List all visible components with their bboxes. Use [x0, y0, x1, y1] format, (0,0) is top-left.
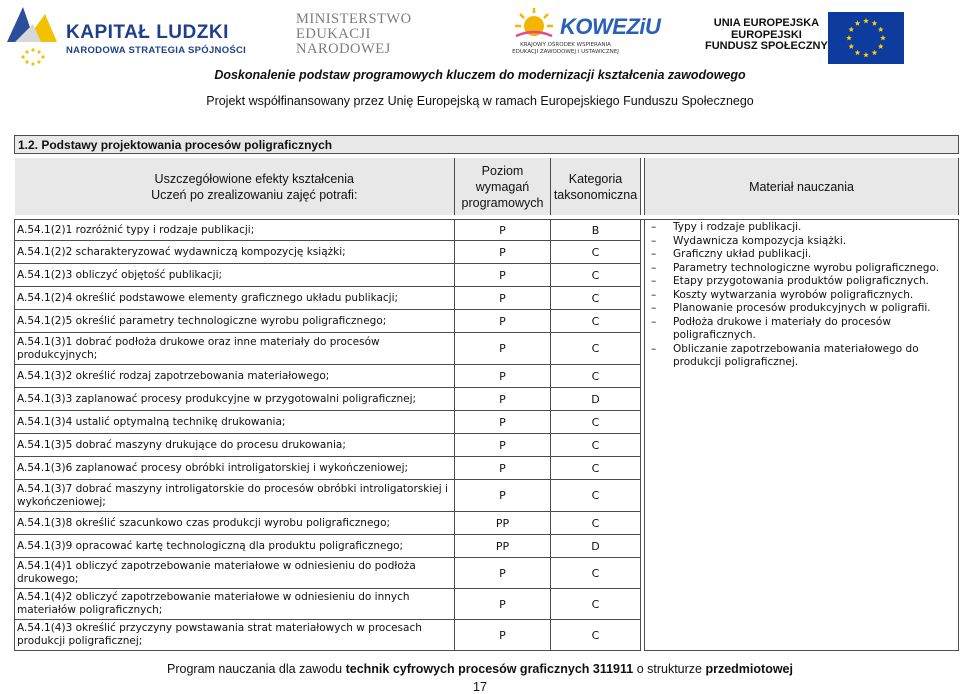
dash-bullet-icon: – [651, 261, 657, 274]
dash-bullet-icon: – [651, 275, 657, 287]
effect-cell: A.54.1(2)5 określić parametry technologiczne wyrobu poligraficznego; [15, 310, 455, 333]
col-header-effects-line: Uszczegółowione efekty kształcenia [154, 171, 354, 186]
level-cell: P [455, 434, 551, 457]
col-header-effects-line: Uczeń po zrealizowaniu zajęć potrafi: [151, 187, 358, 202]
effect-cell: A.54.1(2)3 obliczyć objętość publikacji; [15, 264, 455, 287]
effect-cell: A.54.1(4)2 obliczyć zapotrzebowanie materiałowe w odniesieniu do innych materiałów poligraficznych; [15, 589, 455, 620]
footer-prefix: Program nauczania dla zawodu [167, 662, 346, 676]
material-item [651, 248, 954, 262]
effect-cell: A.54.1(2)4 określić podstawowe elementy graficznego układu publikacji; [15, 287, 455, 310]
material-cell [645, 220, 959, 651]
category-cell: C [551, 333, 641, 365]
project-cofinancing-note: Projekt współfinansowany przez Unię Europejską w ramach Europejskiego Funduszu Społecznego [206, 94, 754, 108]
category-cell: C [551, 620, 641, 651]
kapital-ludzki-subtitle: NARODOWA STRATEGIA SPÓJNOŚCI [66, 45, 247, 56]
material-item-text: Podłoża drukowe i materiały do procesów poligraficznych. [673, 315, 891, 341]
dash-bullet-icon: – [651, 288, 657, 301]
col-header-level-line: Poziom [481, 163, 524, 178]
category-cell: C [551, 480, 641, 512]
material-item-text: Typy i rodzaje publikacji. [673, 221, 802, 233]
kapital-ludzki-wordmark [66, 22, 246, 56]
page-footer [0, 662, 960, 676]
col-header-material: Materiał nauczania [645, 158, 959, 215]
section-title: 1.2. Podstawy projektowania procesów poligraficznych [15, 136, 959, 154]
effect-cell: A.54.1(3)9 opracować kartę technologiczną dla produktu poligraficznego; [15, 535, 455, 558]
level-cell: P [455, 388, 551, 411]
material-item-text: Obliczanie zapotrzebowania materiałowego do produkcji poligraficznej. [673, 342, 919, 368]
effect-cell: A.54.1(2)1 rozróżnić typy i rodzaje publikacji; [15, 220, 455, 241]
effect-cell: A.54.1(3)8 określić szacunkowo czas produkcji wyrobu poligraficznego; [15, 512, 455, 535]
level-cell: P [455, 220, 551, 241]
footer-middle: o strukturze [633, 662, 706, 676]
level-cell: PP [455, 535, 551, 558]
material-item [651, 343, 954, 370]
ministry-logo [296, 12, 412, 57]
material-item [651, 235, 954, 249]
dash-bullet-icon: – [651, 315, 657, 328]
page-number: 17 [473, 680, 487, 694]
eu-line: EUROPEJSKI [730, 28, 802, 41]
effect-cell: A.54.1(3)3 zaplanować procesy produkcyjne w przygotowalni poligraficznej; [15, 388, 455, 411]
kapital-ludzki-title: KAPITAŁ LUDZKI [66, 22, 229, 43]
category-cell: C [551, 264, 641, 287]
material-item [651, 289, 954, 303]
category-cell: C [551, 310, 641, 333]
ministry-line: MINISTERSTWO [296, 11, 412, 27]
effect-cell: A.54.1(3)6 zaplanować procesy obróbki introligatorskiej i wykończeniowej; [15, 457, 455, 480]
dash-bullet-icon: – [651, 302, 657, 314]
level-cell: P [455, 365, 551, 388]
effect-cell: A.54.1(3)5 dobrać maszyny drukujące do procesu drukowania; [15, 434, 455, 457]
eu-line: UNIA EUROPEJSKA [713, 17, 820, 29]
dash-bullet-icon: – [651, 234, 657, 247]
dash-bullet-icon: – [651, 342, 657, 355]
col-header-category-line: Kategoria [568, 171, 623, 186]
level-cell: P [455, 310, 551, 333]
eu-wordmark [705, 18, 828, 53]
dash-bullet-icon: – [651, 248, 657, 260]
effect-cell: A.54.1(3)1 dobrać podłoża drukowe oraz inne materiały do procesów produkcyjnych; [15, 333, 455, 365]
level-cell: P [455, 241, 551, 264]
category-cell: C [551, 512, 641, 535]
kapital-ludzki-logo [5, 2, 63, 72]
col-header-effects [15, 158, 455, 215]
level-cell: P [455, 589, 551, 620]
material-item [651, 302, 954, 316]
effect-cell: A.54.1(3)4 ustalić optymalną technikę drukowania; [15, 411, 455, 434]
material-item-text: Planowanie procesów produkcyjnych w poligrafii. [673, 302, 931, 314]
table-row [15, 220, 959, 241]
project-tagline: Doskonalenie podstaw programowych kluczem do modernizacji kształcenia zawodowego [214, 68, 746, 82]
curriculum-section [14, 135, 958, 651]
level-cell: PP [455, 512, 551, 535]
category-cell: C [551, 241, 641, 264]
material-item-text: Parametry technologiczne wyrobu poligraficznego. [673, 261, 940, 274]
ministry-line: NARODOWEJ [296, 41, 391, 57]
kowezu-subtitle: KRAJOWY OŚRODEK WSPIERANIA EDUKACJI ZAWODOWEJ I USTAWICZNEJ [512, 42, 619, 55]
category-cell: D [551, 388, 641, 411]
effect-cell: A.54.1(3)7 dobrać maszyny introligatorskie do procesów obróbki introligatorskiej i wykończeniowej; [15, 480, 455, 512]
effect-cell: A.54.1(2)2 scharakteryzować wydawniczą kompozycję książki; [15, 241, 455, 264]
category-cell: B [551, 220, 641, 241]
effects-table [14, 219, 959, 651]
category-cell: C [551, 558, 641, 589]
category-cell: C [551, 434, 641, 457]
material-item-text: Etapy przygotowania produktów poligraficznych. [673, 275, 930, 287]
level-cell: P [455, 264, 551, 287]
material-item-text: Wydawnicza kompozycja książki. [673, 234, 847, 247]
level-cell: P [455, 287, 551, 310]
eu-line: FUNDUSZ SPOŁECZNY [705, 40, 828, 52]
category-cell: C [551, 457, 641, 480]
ministry-line: EDUKACJI [296, 26, 371, 42]
col-header-level-line: programowych [461, 195, 544, 210]
level-cell: P [455, 411, 551, 434]
material-item-text: Koszty wytwarzania wyrobów poligraficznych. [673, 288, 914, 301]
level-cell: P [455, 333, 551, 365]
material-item-text: Graficzny układ publikacji. [673, 248, 812, 260]
level-cell: P [455, 457, 551, 480]
category-cell: D [551, 535, 641, 558]
footer-structure: przedmiotowej [705, 662, 793, 676]
col-header-category-line: taksonomiczna [553, 187, 638, 202]
level-cell: P [455, 558, 551, 589]
category-cell: C [551, 365, 641, 388]
curriculum-table [14, 135, 959, 219]
dash-bullet-icon: – [651, 221, 657, 233]
page-header [0, 0, 960, 130]
column-header-row [15, 158, 959, 215]
footer-profession: technik cyfrowych procesów graficznych 311911 [345, 662, 634, 676]
eu-flag-icon [828, 12, 904, 64]
category-cell: C [551, 411, 641, 434]
material-item [651, 262, 954, 276]
material-item [651, 221, 954, 235]
col-header-level-line: wymagań [475, 179, 530, 194]
kowezu-sun-icon [512, 6, 556, 42]
material-item [651, 275, 954, 289]
level-cell: P [455, 620, 551, 651]
effect-cell: A.54.1(4)1 obliczyć zapotrzebowanie materiałowe w odniesieniu do podłoża drukowego; [15, 558, 455, 589]
effect-cell: A.54.1(3)2 określić rodzaj zapotrzebowania materiałowego; [15, 365, 455, 388]
level-cell: P [455, 480, 551, 512]
col-header-level [455, 158, 551, 215]
effect-cell: A.54.1(4)3 określić przyczyny powstawania strat materiałowych w procesach produkcji poligraficznej; [15, 620, 455, 651]
category-cell: C [551, 589, 641, 620]
kowezu-wordmark: KOWEZiU [560, 14, 661, 39]
material-item [651, 316, 954, 343]
category-cell: C [551, 287, 641, 310]
col-header-category [551, 158, 641, 215]
